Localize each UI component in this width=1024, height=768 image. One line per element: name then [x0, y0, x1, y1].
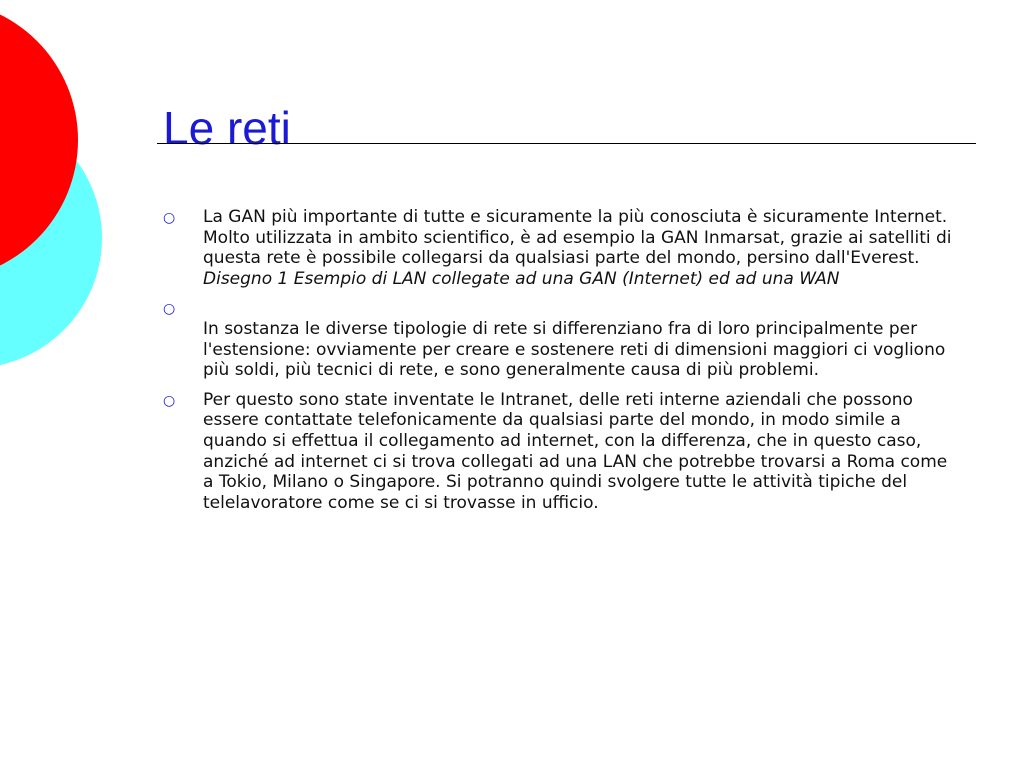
bullet-circle-icon: ○: [163, 301, 176, 318]
bullet-circle-icon: ○: [163, 392, 176, 409]
bullet-circle-icon: ○: [163, 210, 176, 226]
bullet-text: [203, 390, 963, 514]
title-divider: [157, 143, 976, 144]
bullet-text-main: La GAN più importante di tutte e sicuramente la più conosciuta è sicuramente Internet. Molto utilizzata in ambito scientifico, è ad esempio la GAN Inmarsat, grazie ai satelliti di questa rete è possibile collegarsi da qualsiasi parte del mondo, persino dall'Everest.: [203, 207, 952, 269]
list-item: [163, 207, 963, 289]
list-item: [163, 390, 963, 514]
decorative-circles: [0, 0, 110, 380]
figure-caption: Disegno 1 Esempio di LAN collegate ad una GAN (Internet) ed ad una WAN: [203, 268, 840, 289]
list-item: [163, 298, 963, 380]
bullet-text: [203, 298, 963, 380]
bullet-text-main: In sostanza le diverse tipologie di rete si differenziano fra di loro principalmente per l'estensione: ovviamente per creare e sostenere reti di dimensioni maggiori ci vogliono più soldi, più tecnici di rete, e sono generalmente causa di più problemi.: [203, 318, 946, 381]
bullet-text: [203, 207, 963, 289]
slide-title: Le reti: [163, 102, 291, 154]
bullet-text-main: Per questo sono state inventate le Intranet, delle reti interne aziendali che possono essere contattate telefonicamente da qualsiasi parte del mondo, in modo simile a quando si effettua il collegamento ad internet, con la differenza, che in questo caso, anziché ad internet ci si trova collegati ad una LAN che potrebbe trovarsi a Roma come a Tokio, Milano o Singapore. Si potranno quindi svolgere tutte le attività tipiche del telelavoratore come se ci si trovasse in ufficio.: [203, 389, 948, 513]
bullet-list: [163, 207, 963, 522]
